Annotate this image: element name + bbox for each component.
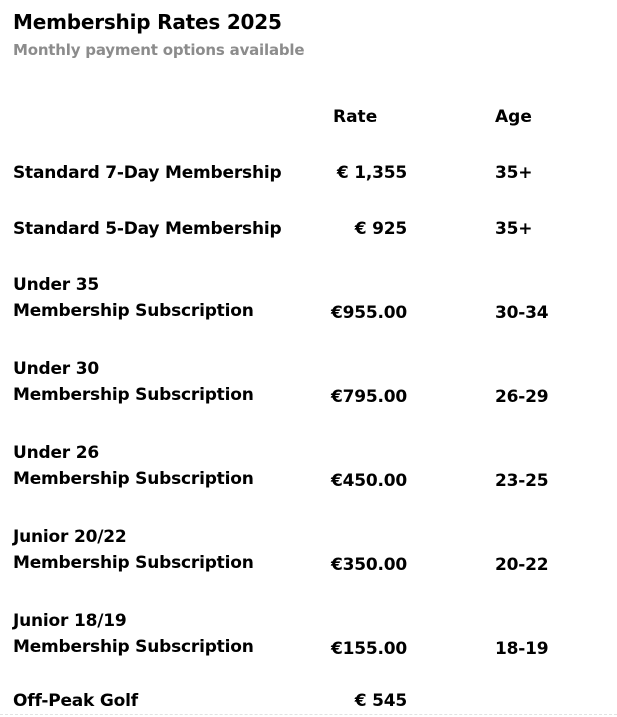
rate-row-standard-7-day [0,163,617,223]
membership-name [13,359,254,405]
membership-age: 26-29 [495,387,549,407]
age-column-header: Age [495,107,532,127]
rate-row-junior-20-22 [0,527,617,587]
page-subtitle: Monthly payment options available [13,41,305,59]
membership-rate: €795.00 [330,387,407,407]
membership-rate: € 925 [354,219,407,239]
membership-name-line1: Standard 7-Day Membership [13,163,282,183]
page-title: Membership Rates 2025 [13,10,282,34]
rate-row-under-30 [0,359,617,419]
membership-rate: € 1,355 [336,163,407,183]
membership-name-line2: Membership Subscription [13,553,254,573]
membership-name [13,219,281,239]
membership-name-line1: Under 26 [13,443,99,463]
membership-name-line1: Under 30 [13,359,99,379]
membership-name-line2: Membership Subscription [13,637,254,657]
membership-name-line1: Under 35 [13,275,99,295]
membership-rate: €155.00 [330,639,407,659]
membership-rate: €955.00 [330,303,407,323]
membership-age: 23-25 [495,471,549,491]
membership-rate: € 545 [354,691,407,711]
rate-row-standard-5-day [0,219,617,279]
rate-column-header: Rate [333,107,378,127]
membership-name [13,443,254,489]
membership-name [13,611,254,657]
membership-name-line1: Junior 18/19 [13,611,127,631]
membership-name-line2: Membership Subscription [13,301,254,321]
membership-name [13,527,254,573]
membership-age: 30-34 [495,303,549,323]
membership-age: 35+ [495,219,533,239]
membership-name-line1: Junior 20/22 [13,527,127,547]
membership-age: 18-19 [495,639,549,659]
membership-name-line2: Membership Subscription [13,469,254,489]
rate-row-under-26 [0,443,617,503]
membership-rate: €450.00 [330,471,407,491]
membership-name [13,691,138,711]
membership-name [13,163,281,183]
rate-row-off-peak-golf [0,691,617,715]
membership-name [13,275,254,321]
membership-name-line2: Membership Subscription [13,385,254,405]
rate-row-junior-18-19 [0,611,617,671]
membership-name-line1: Off-Peak Golf [13,691,138,711]
rate-row-under-35 [0,275,617,335]
membership-rate: €350.00 [330,555,407,575]
membership-age: 35+ [495,163,533,183]
table-divider [0,714,617,716]
membership-name-line1: Standard 5-Day Membership [13,219,282,239]
membership-age: 20-22 [495,555,549,575]
